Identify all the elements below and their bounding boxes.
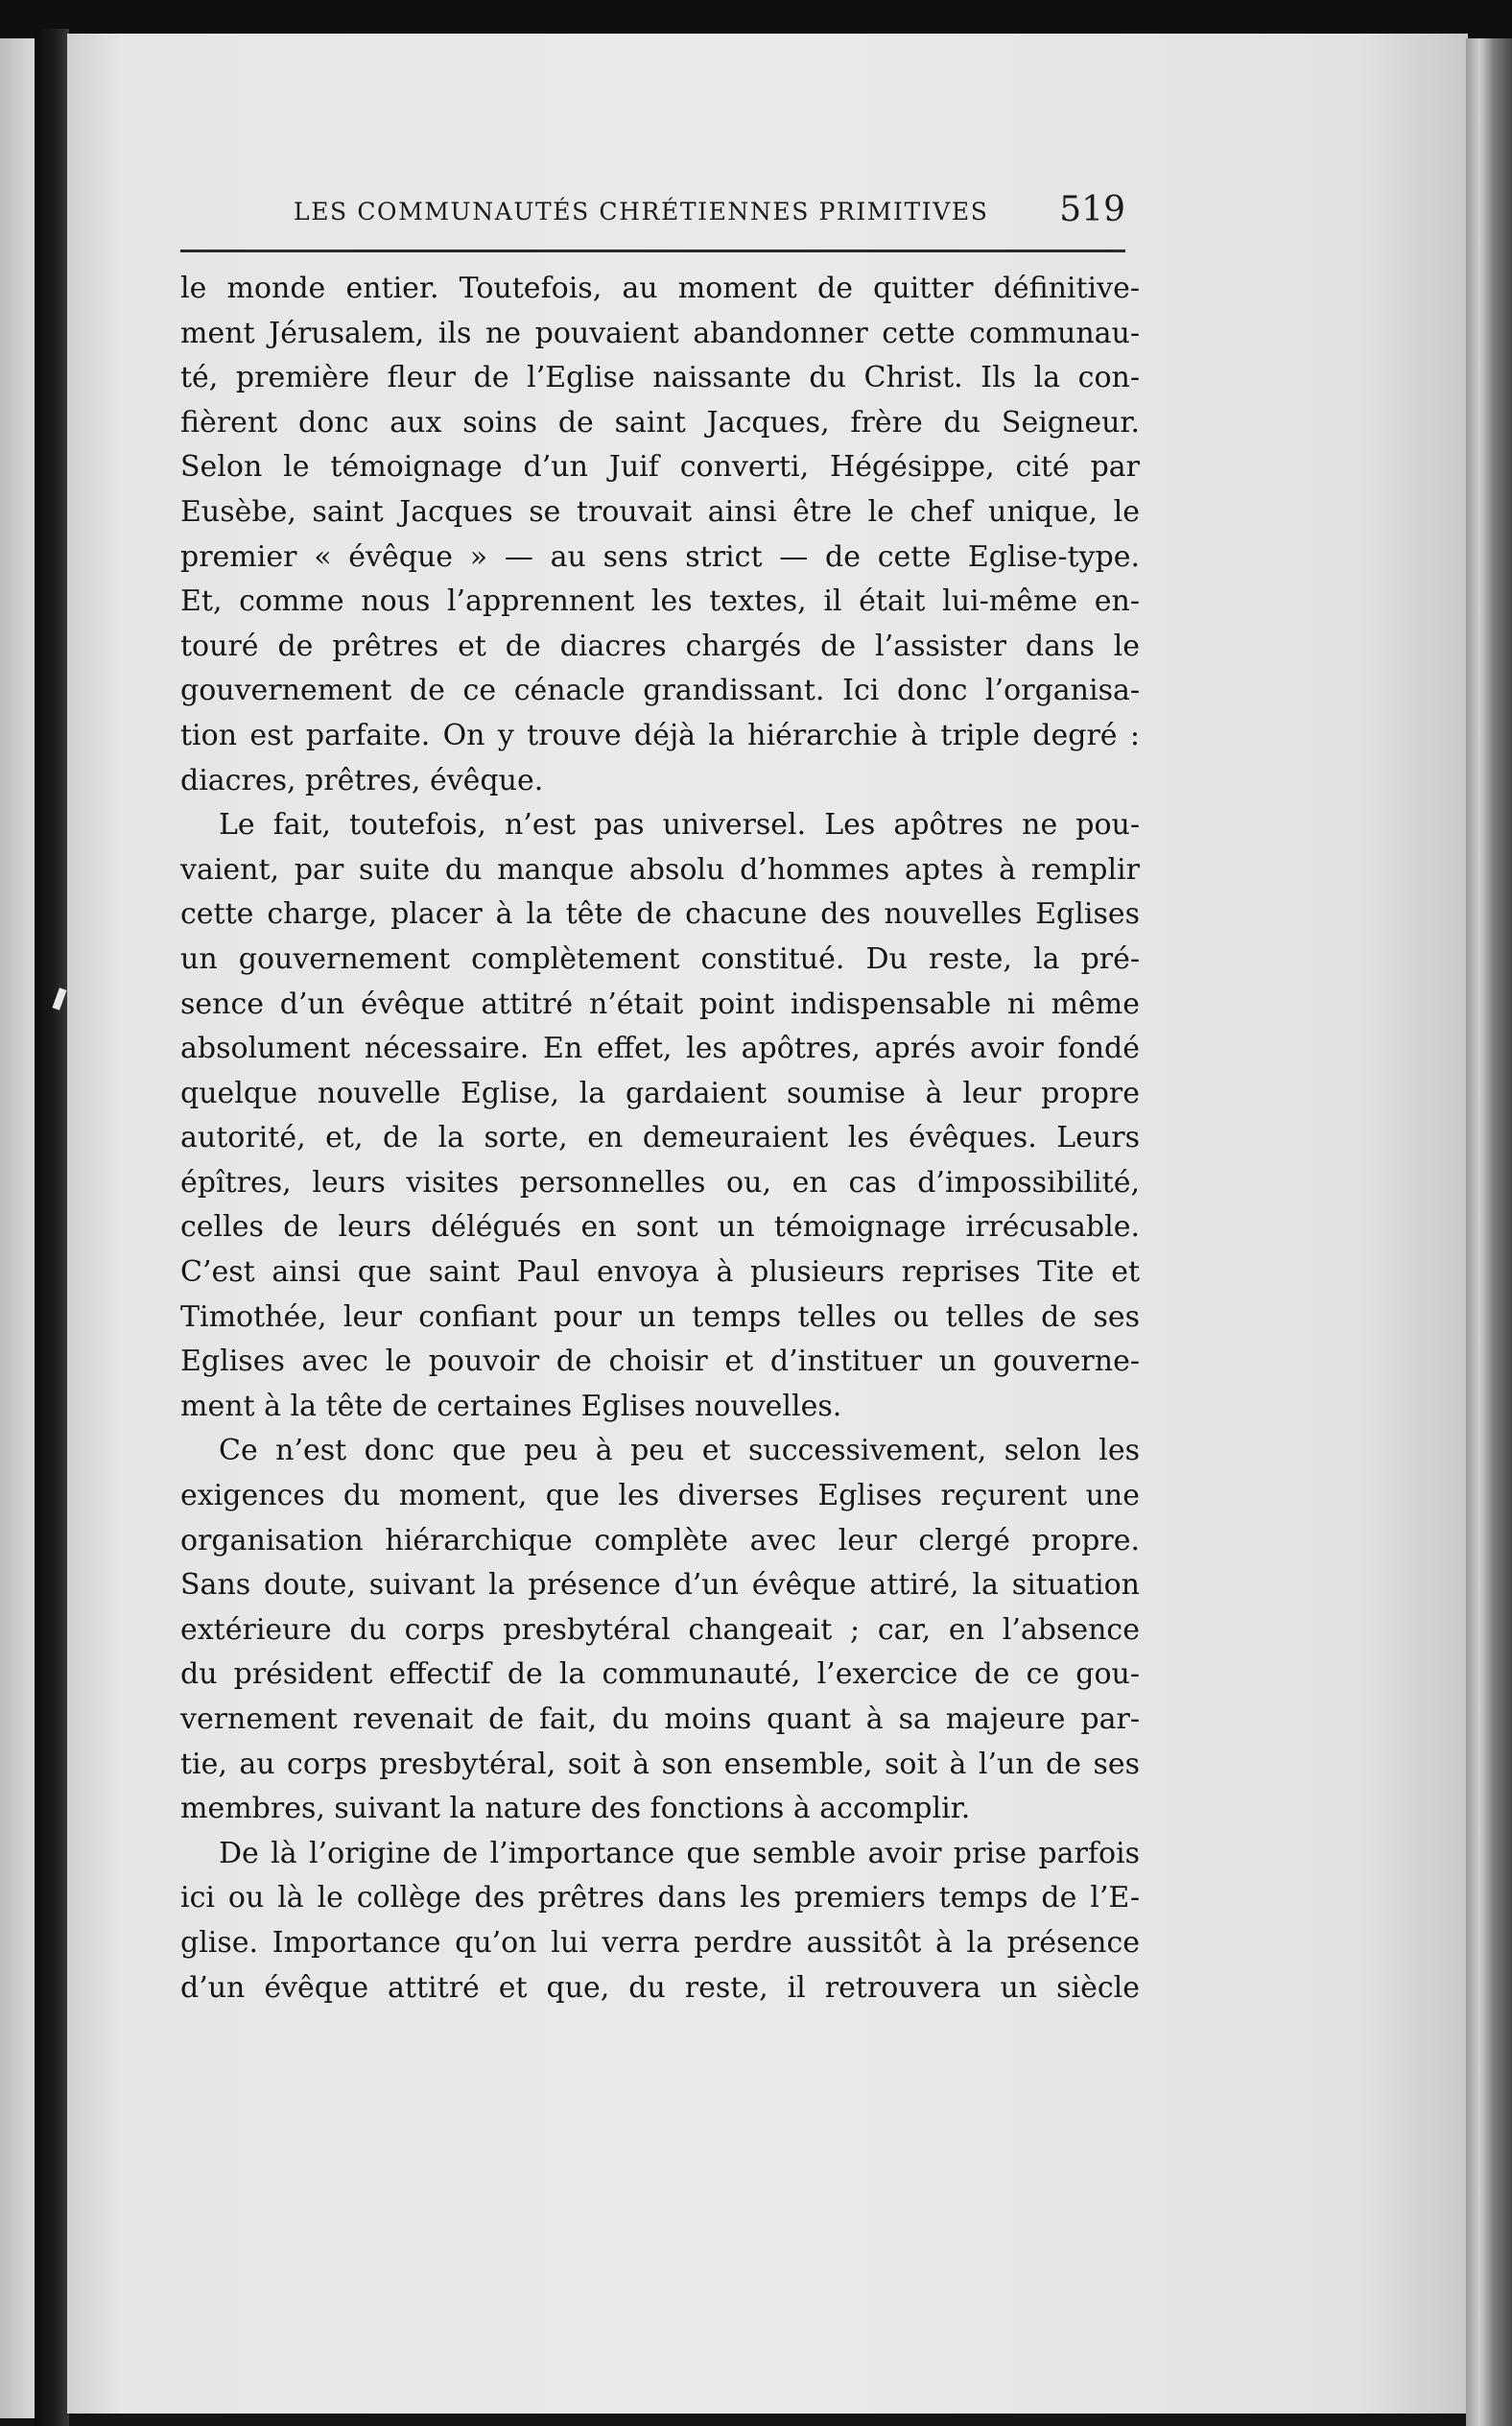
text-line: un gouvernement complètement constitué. Du reste, la pré- [180,941,1140,976]
text-line: du président effectif de la communauté, l’exercice de ce gou- [180,1657,1140,1692]
text-line: gouvernement de ce cénacle grandissant. Ici donc l’organisa- [180,674,1140,708]
text-line: celles de leurs délégués en sont un témoignage irrécusable. [180,1210,1140,1245]
text-line: absolument nécessaire. En effet, les apôtres, aprés avoir fondé [180,1032,1140,1066]
text-line: d’un évêque attitré et que, du reste, il retrouvera un siècle [180,1970,1140,2005]
text-line: extérieure du corps presbytéral changeait ; car, en l’absence [180,1612,1140,1647]
header-rule [180,250,1125,252]
text-line: Ce n’est donc que peu à peu et successivement, selon les [219,1434,1140,1468]
page-number: 519 [1059,190,1125,229]
scan-border-top [0,0,1512,38]
text-line: Eglises avec le pouvoir de choisir et d’instituer un gouverne- [180,1344,1140,1379]
text-line: Et, comme nous l’apprennent les textes, il était lui-même en- [180,584,1140,619]
text-line: premier « évêque » — au sens strict — de cette Eglise-type. [180,539,1140,574]
text-line: ment Jérusalem, ils ne pouvaient abandonner cette communau- [180,316,1140,350]
body-text [180,267,1140,2010]
text-line: exigences du moment, que les diverses Eglises reçurent une [180,1479,1140,1513]
text-line: ment à la tête de certaines Eglises nouvelles. [180,1389,842,1423]
text-line: té, première fleur de l’Eglise naissante du Christ. Ils la con- [180,361,1140,395]
text-line: épîtres, leurs visites personnelles ou, en cas d’impossibilité, [180,1165,1140,1200]
text-line: fièrent donc aux soins de saint Jacques, frère du Seigneur. [180,405,1140,440]
text-line: autorité, et, de la sorte, en demeuraient les évêques. Leurs [180,1121,1140,1155]
text-line: tie, au corps presbytéral, soit à son ensemble, soit à l’un de ses [180,1747,1140,1781]
text-line: organisation hiérarchique complète avec leur clergé propre. [180,1523,1140,1558]
page-fore-edge [1466,38,1512,2426]
text-line: vernement revenait de fait, du moins quant à sa majeure par- [180,1702,1140,1736]
text-line: le monde entier. Toutefois, au moment de quitter définitive- [180,272,1140,305]
text-line: membres, suivant la nature des fonctions à accomplir. [180,1792,971,1826]
text-line: Timothée, leur confiant pour un temps telles ou telles de ses [180,1299,1140,1334]
text-line: glise. Importance qu’on lui verra perdre aussitôt à la présence [180,1925,1140,1960]
facing-page-edge [0,38,35,2418]
text-line: touré de prêtres et de diacres chargés de l’assister dans le [180,629,1140,663]
text-line: Sans doute, suivant la présence d’un évêque attiré, la situation [180,1568,1140,1603]
text-line: Eusèbe, saint Jacques se trouvait ainsi être le chef unique, le [180,494,1140,529]
text-line: quelque nouvelle Eglise, la gardaient soumise à leur propre [180,1076,1140,1110]
text-line: cette charge, placer à la tête de chacune des nouvelles Eglises [180,897,1140,932]
text-line: sence d’un évêque attitré n’était point indispensable ni même [180,987,1140,1021]
book-gutter [35,29,69,2426]
running-head-title: LES COMMUNAUTÉS CHRÉTIENNES PRIMITIVES [294,198,989,226]
text-line: tion est parfaite. On y trouve déjà la hiérarchie à triple degré : [180,718,1140,752]
text-line: C’est ainsi que saint Paul envoya à plusieurs reprises Tite et [180,1255,1140,1290]
text-line: De là l’origine de l’importance que semble avoir prise parfois [219,1836,1140,1870]
text-line: Le fait, toutefois, n’est pas universel. Les apôtres ne pou- [219,808,1140,843]
running-head [180,190,1125,248]
text-line: ici ou là le collège des prêtres dans les premiers temps de l’E- [180,1881,1140,1915]
paragraph [180,267,1140,803]
text-line: Selon le témoignage d’un Juif converti, Hégésippe, cité par [180,450,1140,485]
paragraph [180,1429,1140,1831]
text-line: diacres, prêtres, évêque. [180,763,544,797]
paragraph [180,1832,1140,2010]
paragraph [180,803,1140,1429]
text-line: vaient, par suite du manque absolu d’hommes aptes à remplir [180,852,1140,887]
